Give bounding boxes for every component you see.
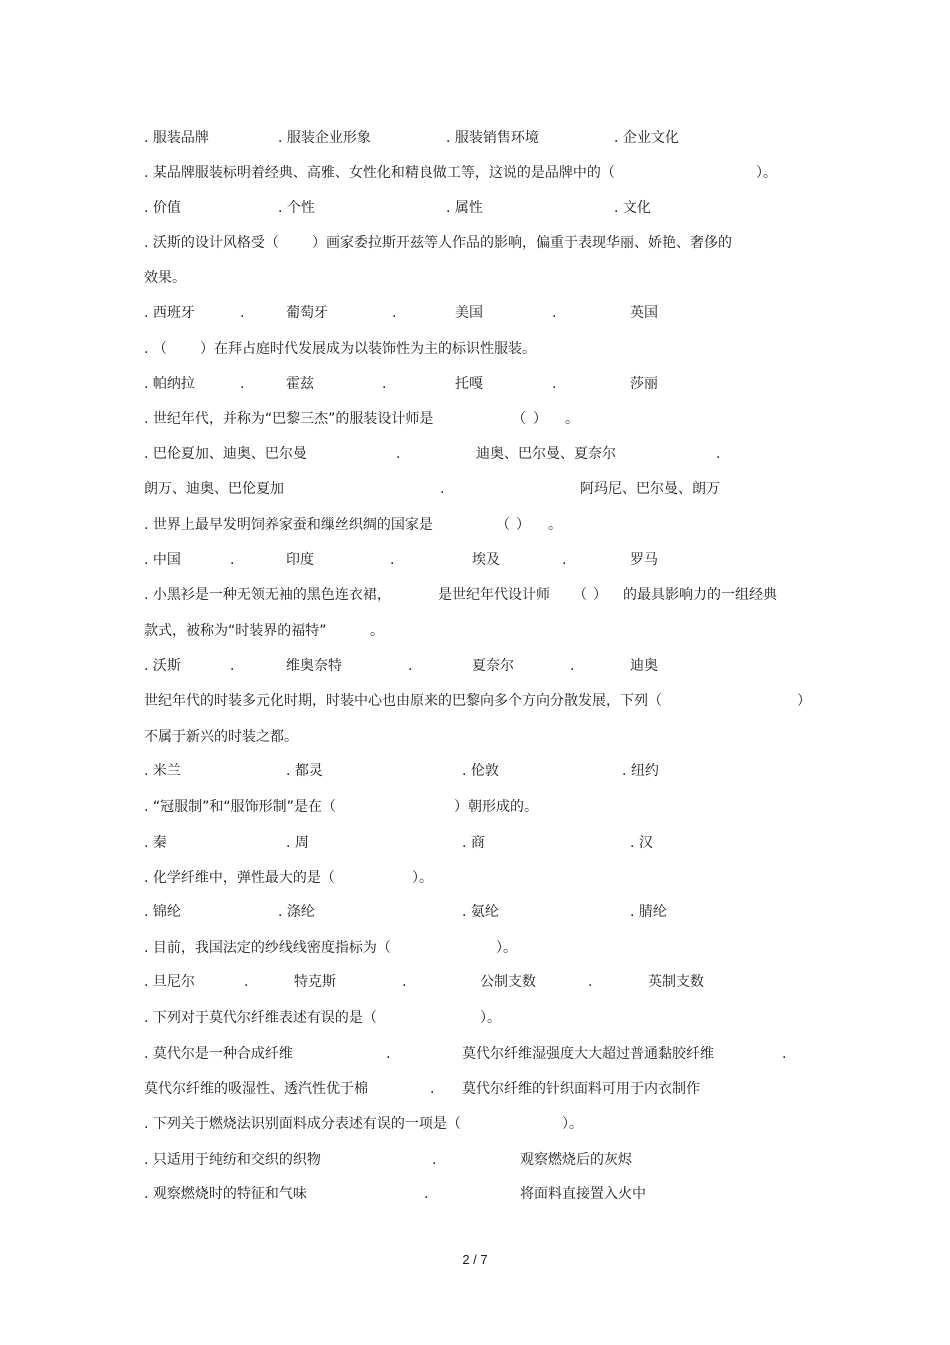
text-segment: . 目前，我国法定的纱线线密度指标为（ <box>144 940 391 956</box>
text-segment: . 腈纶 <box>630 904 667 920</box>
text-line <box>0 690 950 712</box>
text-segment: ） <box>516 517 530 533</box>
text-segment: ）画家委拉斯开兹等人作品的影响，偏重于表现华丽、娇艳、奢侈的 <box>312 235 732 251</box>
text-segment: . 帕纳拉 <box>144 376 195 392</box>
text-segment: ）。 <box>480 1010 501 1026</box>
text-segment: 霍兹 <box>286 376 314 392</box>
text-segment: . 莫代尔是一种合成纤维 <box>144 1046 293 1062</box>
text-line <box>0 620 950 642</box>
text-line <box>0 1043 950 1065</box>
text-segment: 是世纪年代设计师 <box>438 587 550 603</box>
text-segment: ） <box>593 587 607 603</box>
text-line <box>0 867 950 889</box>
text-line <box>0 1113 950 1135</box>
text-segment: 美国 <box>455 305 483 321</box>
text-segment: . <box>402 974 407 990</box>
text-line <box>0 478 950 500</box>
text-segment: . 下列关于燃烧法识别面料成分表述有误的一项是（ <box>144 1116 461 1132</box>
text-segment: . 沃斯 <box>144 658 181 674</box>
text-segment: . 都灵 <box>286 763 323 779</box>
text-segment: . 秦 <box>144 835 167 851</box>
text-segment: 英国 <box>630 305 658 321</box>
text-segment: . 服装企业形象 <box>278 130 371 146</box>
text-segment: . <box>552 376 557 392</box>
text-line <box>0 796 950 818</box>
text-segment: . 下列对于莫代尔纤维表述有误的是（ <box>144 1010 377 1026</box>
text-segment: . <box>392 305 397 321</box>
text-segment: . 世界上最早发明饲养家蚕和缫丝织绸的国家是 <box>144 517 433 533</box>
text-segment: （ <box>512 411 526 427</box>
text-segment: 罗马 <box>630 552 658 568</box>
text-segment: 朗万、迪奥、巴伦夏加 <box>144 481 284 497</box>
text-segment: . 氨纶 <box>462 904 499 920</box>
text-segment: ）朝形成的。 <box>454 799 538 815</box>
text-segment: . 个性 <box>278 200 315 216</box>
text-segment: 阿玛尼、巴尔曼、朗万 <box>580 481 720 497</box>
text-segment: 迪奥 <box>630 658 658 674</box>
text-segment: . 商 <box>462 835 485 851</box>
text-segment: . <box>432 1152 437 1168</box>
text-segment: . 化学纤维中，弹性最大的是（ <box>144 870 335 886</box>
text-line <box>0 832 950 854</box>
text-segment: . <box>382 376 387 392</box>
text-line <box>0 408 950 430</box>
text-line <box>0 302 950 324</box>
text-segment: 托嘎 <box>455 376 483 392</box>
text-line <box>0 338 950 360</box>
text-segment: . <box>552 305 557 321</box>
text-segment: （ <box>573 587 587 603</box>
text-segment: 观察燃烧后的灰烬 <box>520 1152 632 1168</box>
text-segment: . 涤纶 <box>278 904 315 920</box>
text-line <box>0 760 950 782</box>
text-segment: . 价值 <box>144 200 181 216</box>
text-segment: . 只适用于纯纺和交织的织物 <box>144 1152 321 1168</box>
text-line <box>0 267 950 289</box>
text-line <box>0 514 950 536</box>
text-segment: 维奥奈特 <box>286 658 342 674</box>
text-segment: . 服装销售环境 <box>446 130 539 146</box>
text-line <box>0 232 950 254</box>
text-line <box>0 971 950 993</box>
text-segment: . 伦敦 <box>462 763 499 779</box>
text-segment: . 服装品牌 <box>144 130 209 146</box>
text-segment: . <box>424 1186 429 1202</box>
text-segment: （ <box>496 517 510 533</box>
text-segment: 莫代尔纤维的针织面料可用于内衣制作 <box>462 1081 700 1097</box>
text-segment: . 某品牌服装标明着经典、高雅、女性化和精良做工等，这说的是品牌中的（ <box>144 165 615 181</box>
text-segment: 莎丽 <box>630 376 658 392</box>
text-segment: . <box>408 658 413 674</box>
text-segment: . <box>386 1046 391 1062</box>
text-segment: 。 <box>370 623 384 639</box>
text-line <box>0 584 950 606</box>
text-segment: ）。 <box>496 940 517 956</box>
text-segment: ）。 <box>562 1116 583 1132</box>
text-line <box>0 1007 950 1029</box>
text-line <box>0 443 950 465</box>
text-segment: . 旦尼尔 <box>144 974 195 990</box>
text-segment: 夏奈尔 <box>472 658 514 674</box>
text-segment: . 沃斯的设计风格受（ <box>144 235 279 251</box>
text-segment: . 企业文化 <box>614 130 679 146</box>
text-segment: 公制支数 <box>480 974 536 990</box>
text-segment: 葡萄牙 <box>286 305 328 321</box>
text-line <box>0 901 950 923</box>
text-segment: . <box>430 1081 435 1097</box>
text-segment: . 纽约 <box>622 763 659 779</box>
text-segment: . 米兰 <box>144 763 181 779</box>
text-segment: . 属性 <box>446 200 483 216</box>
text-segment: 的最具影响力的一组经典 <box>623 587 777 603</box>
text-segment: . “冠服制”和“服饰形制”是在（ <box>144 799 336 815</box>
text-segment: 英制支数 <box>648 974 704 990</box>
text-line <box>0 1183 950 1205</box>
page-number: 2 / 7 <box>462 1252 488 1267</box>
text-segment: . <box>230 658 235 674</box>
text-segment: 埃及 <box>472 552 500 568</box>
text-segment: . 中国 <box>144 552 181 568</box>
text-segment: . <box>588 974 593 990</box>
text-segment: . <box>240 305 245 321</box>
text-segment: . 文化 <box>614 200 651 216</box>
text-segment: 莫代尔纤维的吸湿性、透汽性优于棉 <box>144 1081 368 1097</box>
text-line <box>0 937 950 959</box>
text-segment: 世纪年代的时装多元化时期，时装中心也由原来的巴黎向多个方向分散发展，下列（ <box>144 693 662 709</box>
text-segment: 款式，被称为“时装界的福特” <box>144 623 327 639</box>
text-segment: 不属于新兴的时装之都。 <box>144 729 298 745</box>
text-line <box>0 197 950 219</box>
text-segment: ）。 <box>412 870 433 886</box>
text-segment: . <box>782 1046 787 1062</box>
text-segment: 效果。 <box>144 270 186 286</box>
text-segment: . <box>570 658 575 674</box>
text-line <box>0 127 950 149</box>
text-line <box>0 1149 950 1171</box>
text-segment: . 汉 <box>630 835 653 851</box>
text-segment: . <box>390 552 395 568</box>
text-segment: 。 <box>565 411 579 427</box>
text-segment: 迪奥、巴尔曼、夏奈尔 <box>476 446 616 462</box>
text-segment: . <box>396 446 401 462</box>
text-segment: . <box>562 552 567 568</box>
text-line <box>0 549 950 571</box>
text-segment: . 世纪年代，并称为“巴黎三杰”的服装设计师是 <box>144 411 434 427</box>
text-segment: . 锦纶 <box>144 904 181 920</box>
text-segment: . （ <box>144 341 167 357</box>
text-segment: . <box>230 552 235 568</box>
text-segment: . 观察燃烧时的特征和气味 <box>144 1186 307 1202</box>
text-segment: . 小黑衫是一种无领无袖的黑色连衣裙， <box>144 587 391 603</box>
text-segment: ） <box>797 693 811 709</box>
text-segment: ）在拜占庭时代发展成为以装饰性为主的标识性服装。 <box>200 341 536 357</box>
text-segment: . <box>716 446 721 462</box>
text-line <box>0 655 950 677</box>
text-segment: 特克斯 <box>294 974 336 990</box>
text-line <box>0 1078 950 1100</box>
text-line <box>0 373 950 395</box>
text-line <box>0 726 950 748</box>
text-segment: 印度 <box>286 552 314 568</box>
text-segment: ）。 <box>756 165 777 181</box>
text-segment: . 巴伦夏加、迪奥、巴尔曼 <box>144 446 307 462</box>
text-line <box>0 162 950 184</box>
text-segment: . <box>240 376 245 392</box>
text-segment: 莫代尔纤维湿强度大大超过普通黏胶纤维 <box>462 1046 714 1062</box>
text-segment: . <box>244 974 249 990</box>
text-segment: 将面料直接置入火中 <box>520 1186 646 1202</box>
text-segment: ） <box>533 411 547 427</box>
text-segment: . 周 <box>286 835 309 851</box>
text-segment: . <box>440 481 445 497</box>
text-segment: 。 <box>548 517 562 533</box>
text-segment: . 西班牙 <box>144 305 195 321</box>
